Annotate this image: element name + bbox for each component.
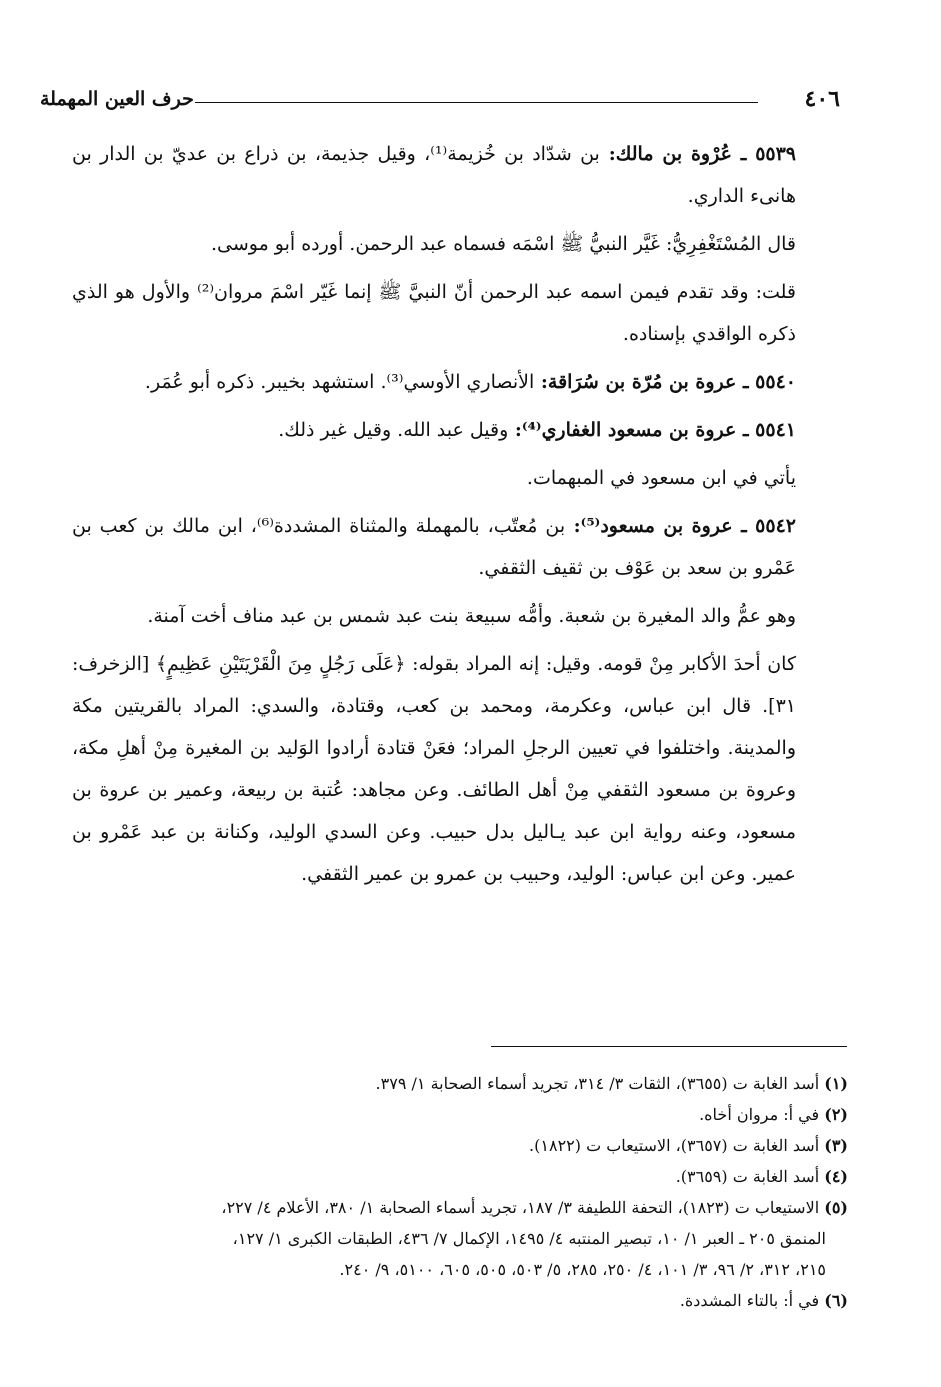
footnote: (١) أسد الغابة ت (٣٦٥٥)، الثقات ٣/ ٣١٤، تجريد أسماء الصحابة ١/ ٣٧٩. bbox=[375, 1074, 848, 1093]
footnote: (٦) في أ: بالتاء المشددة. bbox=[679, 1291, 848, 1310]
entry-text: الأنصاري الأوسي⁽³⁾. استشهد بخيبر. ذكره أبو عُمَر. bbox=[144, 371, 535, 393]
footnote: (٥) الاستيعاب ت (١٨٢٣)، التحفة اللطيفة ٣/ ١٨٧، تجريد أسماء الصحابة ١/ ٣٨٠، الأعلام ٤/ ٢٢٧، bbox=[221, 1198, 848, 1217]
paragraph: كان أحدَ الأكابر مِنْ قومه. وقيل: إنه المراد بقوله: ﴿عَلَى رَجُلٍ مِنَ الْقَرْيَتَيْنِ عَظِيمٍ﴾ [الزخرف: ٣١]. قال ابن عباس، وعكرمة، ومحمد بن كعب، وقتادة، والسدي: المراد بالقريتين مكة والمدينة. واختلفوا في تعيين الرجلِ المراد؛ فعَنْ قتادة أرادوا الوَليد بن المغيرة مِنْ أهلِ مكة، وعروة بن مسعود الثقفي مِنْ أهل الطائف. وعن مجاهد: عُتبة بن ربيعة، وعمير بن عروة بن مسعود، وعنه رواية ابن عبد يـاليل بدل حبيب. وعن السدي الوليد، وكنانة بن عبد عَمْرو بن عمير. وعن ابن عباس: الوليد، وحبيب بن عمرو بن عمير الثقفي. bbox=[72, 653, 796, 885]
footnote: (٢) في أ: مروان أخاه. bbox=[699, 1105, 848, 1124]
page-number: ٤٠٦ bbox=[804, 86, 840, 112]
running-title: حرف العين المهملة bbox=[40, 88, 194, 110]
paragraph: وهو عمُّ والد المغيرة بن شعبة. وأمُّه سبيعة بنت عبد شمس بن عبد مناف أخت آمنة. bbox=[147, 605, 796, 627]
header-rule bbox=[195, 102, 758, 103]
paragraph: قال المُسْتَغْفِرِيُّ: غَيَّر النبيُّ ﷺ اسْمَه فسماه عبد الرحمن. أورده أبو موسى. bbox=[210, 233, 796, 255]
entry-5540: ٥٥٤٠ ـ عروة بن مُرّة بن سُرَاقة: الأنصاري الأوسي⁽³⁾. استشهد بخيبر. ذكره أبو عُمَر. bbox=[144, 371, 796, 393]
footnotes bbox=[68, 1068, 848, 1316]
entry-5542: ٥٥٤٢ ـ عروة بن مسعود⁽⁵⁾: بن مُعتّب، بالمهملة والمثناة المشددة⁽⁶⁾، ابن مالك بن كعب بن عَمْرو بن سعد بن عَوْف بن ثقيف الثقفي. bbox=[72, 515, 796, 579]
main-text bbox=[72, 133, 848, 901]
footnote: (٣) أسد الغابة ت (٣٦٥٧)، الاستيعاب ت (١٨٢٢). bbox=[529, 1136, 848, 1155]
entry-5539: ٥٥٣٩ ـ عُرْوة بن مالك: بن شدّاد بن خُزيمة⁽¹⁾، وقيل جذيمة، بن ذراع بن عديّ بن الدار بن هانىء الداري. bbox=[72, 143, 797, 207]
footnote-rule bbox=[491, 1046, 847, 1047]
paragraph: قلت: وقد تقدم فيمن اسمه عبد الرحمن أنّ النبيَّ ﷺ إنما غَيّر اسْمَ مروان⁽²⁾ والأول هو الذي ذكره الواقدي بإسناده. bbox=[72, 281, 796, 345]
footnote: (٤) أسد الغابة ت (٣٦٥٩). bbox=[675, 1167, 848, 1186]
entry-text: بن شدّاد بن خُزيمة⁽¹⁾، وقيل جذيمة، بن ذراع بن عديّ بن الدار بن هانىء الداري. bbox=[72, 143, 796, 207]
entry-heading: ٥٥٤١ ـ عروة بن مسعود الغفاري⁽⁴⁾ bbox=[521, 419, 796, 441]
page-header bbox=[40, 86, 840, 116]
entry-heading: ٥٥٤٠ ـ عروة بن مُرّة بن سُرَاقة bbox=[547, 371, 796, 393]
entry-text: بن مُعتّب، بالمهملة والمثناة المشددة⁽⁶⁾، ابن مالك بن كعب بن عَمْرو بن سعد بن عَوْف بن ثقيف الثقفي. bbox=[72, 515, 796, 579]
paragraph: يأتي في ابن مسعود في المبهمات. bbox=[526, 467, 796, 489]
footnote-continuation: ٢١٥، ٣١٢، ٢/ ٩٦، ٣/ ١٠١، ٤/ ٢٥٠، ٢٨٥، ٥/ ٥٠٣، ٥٠٥، ٦٠٥، ٥١٠٠، ٩/ ٢٤٠. bbox=[339, 1260, 826, 1279]
entry-heading: ٥٥٤٢ ـ عروة بن مسعود⁽⁵⁾ bbox=[580, 515, 796, 537]
footnote-continuation: المنمق ٢٠٥ ـ العبر ١/ ١٠، تبصير المنتبه ٤/ ١٤٩٥، الإكمال ٧/ ٤٣٦، الطبقات الكبرى ١/ ١٢٧، bbox=[232, 1229, 826, 1248]
entry-heading: ٥٥٣٩ ـ عُرْوة بن مالك bbox=[615, 143, 797, 165]
entry-5541: ٥٥٤١ ـ عروة بن مسعود الغفاري⁽⁴⁾: وقيل عبد الله. وقيل غير ذلك. bbox=[278, 419, 796, 441]
entry-text: وقيل عبد الله. وقيل غير ذلك. bbox=[278, 419, 509, 441]
